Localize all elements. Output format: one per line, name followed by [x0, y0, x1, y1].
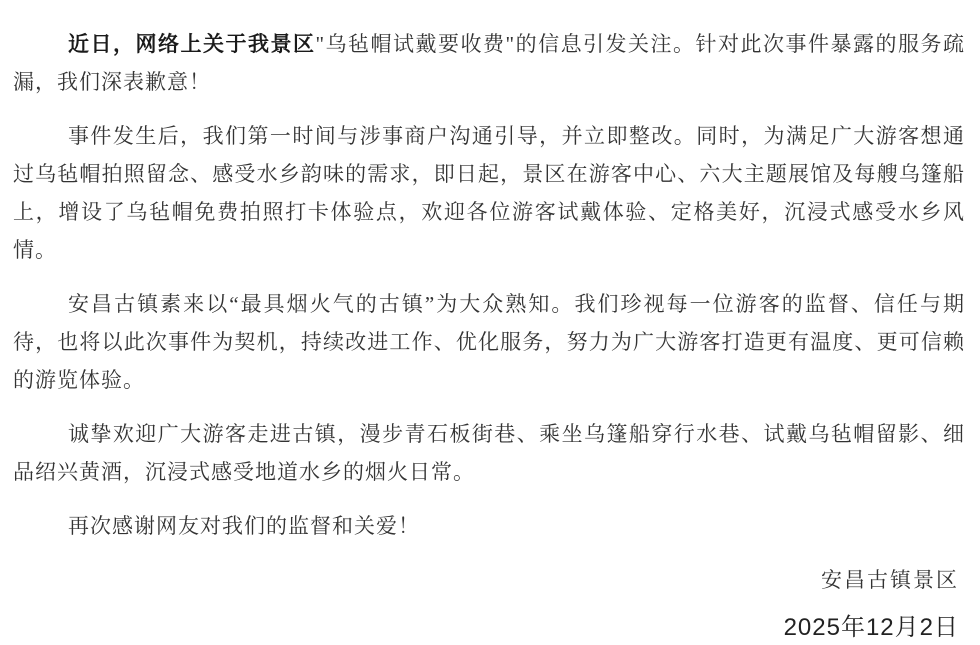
statement-paragraph-3: 安昌古镇素来以“最具烟火气的古镇”为大众熟知。我们珍视每一位游客的监督、信任与期待，也将以此次事件为契机，持续改进工作、优化服务，努力为广大游客打造更有温度、更可信赖的游览体验。 — [13, 292, 965, 392]
statement-paragraph-4: 诚挚欢迎广大游客走进古镇，漫步青石板街巷、乘坐乌篷船穿行水巷、试戴乌毡帽留影、细品绍兴黄酒，沉浸式感受地道水乡的烟火日常。 — [13, 422, 965, 484]
statement-paragraph-1-rest: "乌毡帽试戴要收费"的信息引发关注。针对此次事件暴露的服务疏漏，我们深表歉意！ — [13, 32, 965, 94]
statement-paragraph-2: 事件发生后，我们第一时间与涉事商户沟通引导，并立即整改。同时，为满足广大游客想通过乌毡帽拍照留念、感受水乡韵味的需求，即日起，景区在游客中心、六大主题展馆及每艘乌篷船上，增设了乌毡帽免费拍照打卡体验点，欢迎各位游客试戴体验、定格美好，沉浸式感受水乡风情。 — [13, 124, 965, 262]
statement-paragraph-5: 再次感谢网友对我们的监督和关爱！ — [68, 514, 420, 538]
statement-paragraph-1 — [13, 25, 965, 101]
statement-paragraph-1-lead: 近日，网络上关于我景区 — [68, 32, 316, 56]
statement-date: 2025年12月2日 — [783, 614, 959, 641]
signature: 安昌古镇景区 — [821, 568, 959, 592]
